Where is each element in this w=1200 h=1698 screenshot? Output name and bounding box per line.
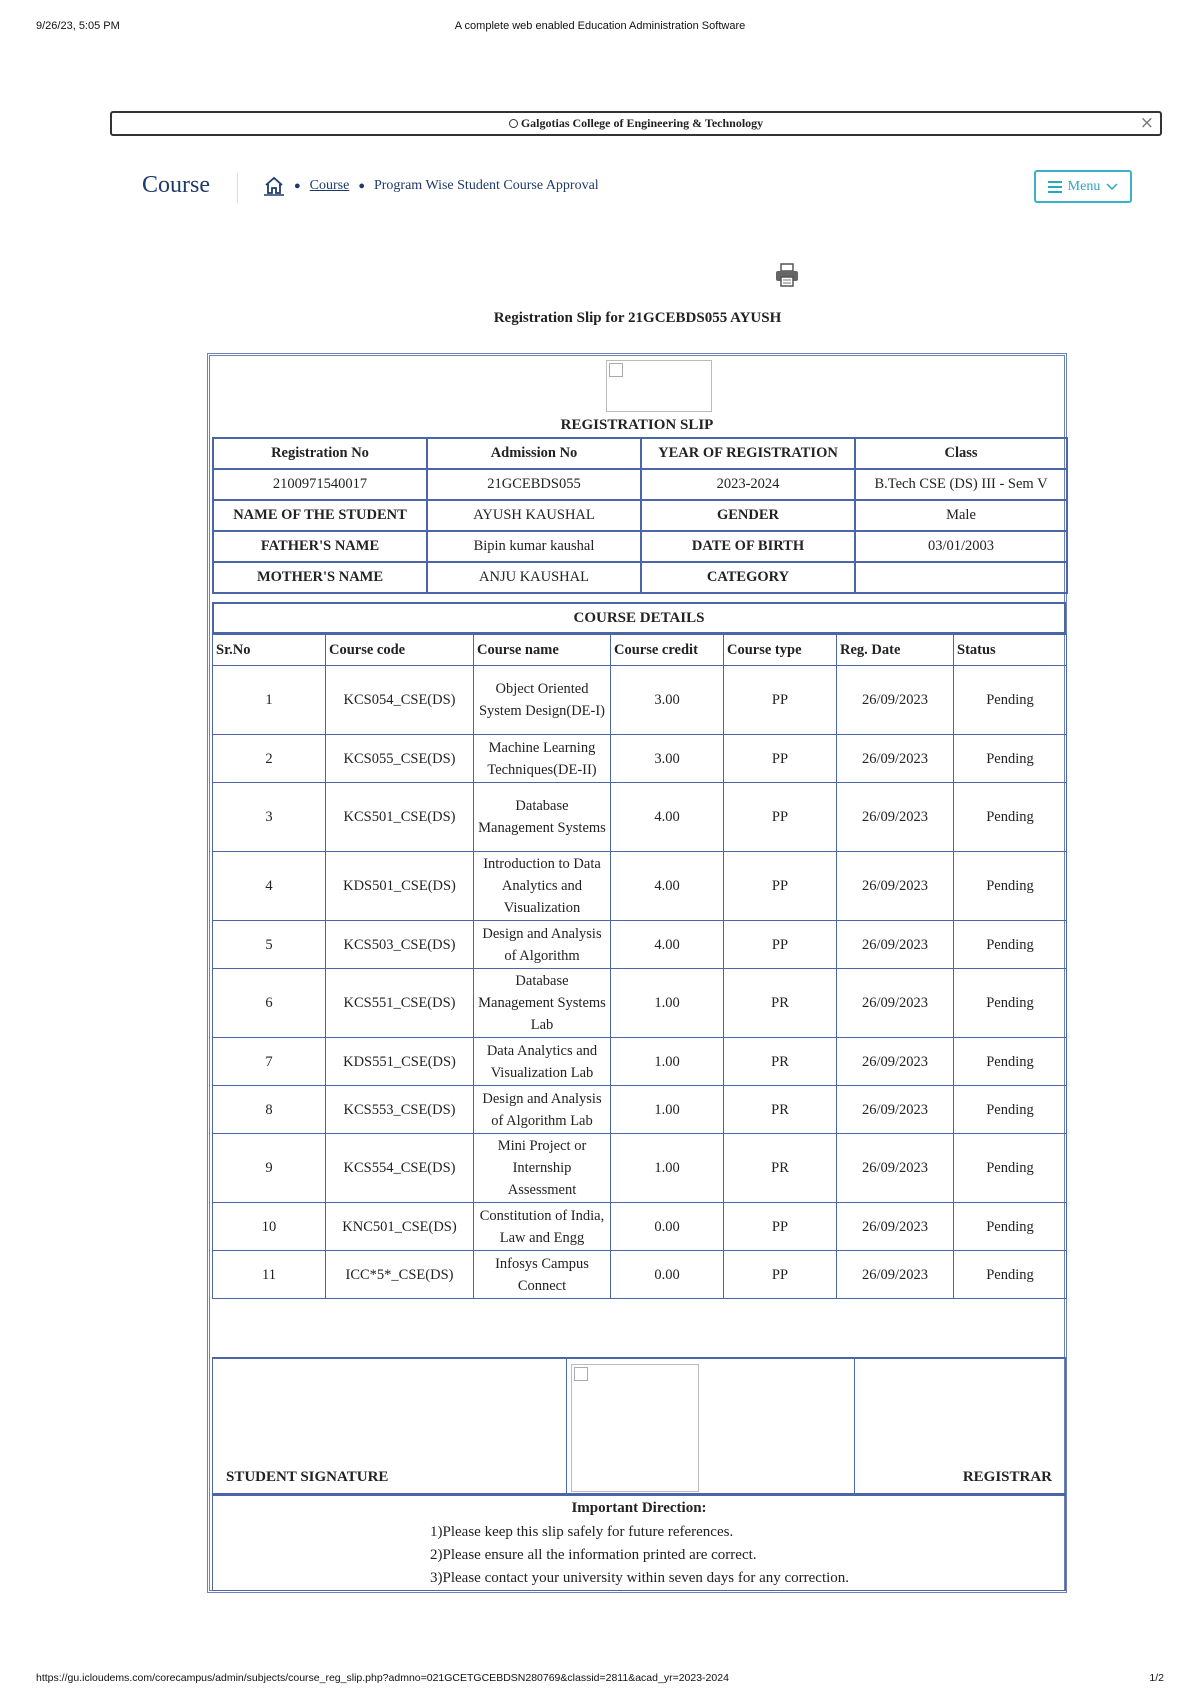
cell-course-code: KCS551_CSE(DS)	[326, 969, 474, 1038]
cell-course-credit: 4.00	[611, 852, 724, 921]
cell-course-type: PP	[724, 921, 837, 969]
table-row	[213, 1134, 1067, 1203]
table-row	[213, 1086, 1067, 1134]
table-row	[213, 500, 1067, 531]
cell-reg-date: 26/09/2023	[837, 1038, 954, 1086]
slip-heading: REGISTRATION SLIP	[560, 417, 714, 433]
menu-label: Menu	[1067, 178, 1101, 194]
broken-image-icon	[609, 363, 623, 377]
cell-sr-no: 6	[213, 969, 326, 1038]
cell-course-name: Design and Analysis of Algorithm Lab	[474, 1086, 611, 1134]
cell-course-code: KCS553_CSE(DS)	[326, 1086, 474, 1134]
close-icon[interactable]: ×	[1139, 113, 1154, 133]
cell-course-credit: 1.00	[611, 1086, 724, 1134]
page-header	[142, 168, 1132, 210]
cell-course-type: PP	[724, 666, 837, 735]
cell-sr-no: 11	[213, 1251, 326, 1299]
label-student-name: NAME OF THE STUDENT	[213, 500, 427, 531]
table-row	[213, 469, 1067, 500]
print-footer	[36, 1672, 1164, 1690]
cell-sr-no: 5	[213, 921, 326, 969]
table-row	[213, 852, 1067, 921]
table-row	[213, 921, 1067, 969]
cell-reg-date: 26/09/2023	[837, 783, 954, 852]
cell-course-name: Constitution of India, Law and Engg	[474, 1203, 611, 1251]
cell-status: Pending	[954, 921, 1067, 969]
cell-course-name: Introduction to Data Analytics and Visualization	[474, 852, 611, 921]
student-signature-label: STUDENT SIGNATURE	[226, 1469, 389, 1485]
table-row	[213, 1203, 1067, 1251]
cell-course-name: Database Management Systems Lab	[474, 969, 611, 1038]
directions-title: Important Direction:	[571, 1500, 707, 1516]
page-title: Course	[142, 172, 210, 198]
table-row	[213, 562, 1067, 593]
table-row	[213, 438, 1067, 469]
cell-course-credit: 4.00	[611, 921, 724, 969]
table-row	[213, 969, 1067, 1038]
cell-status: Pending	[954, 852, 1067, 921]
cell-sr-no: 9	[213, 1134, 326, 1203]
cell-reg-date: 26/09/2023	[837, 735, 954, 783]
cell-status: Pending	[954, 1203, 1067, 1251]
print-datetime: 9/26/23, 5:05 PM	[36, 20, 120, 32]
cell-course-code: KCS055_CSE(DS)	[326, 735, 474, 783]
cell-course-name: Mini Project or Internship Assessment	[474, 1134, 611, 1203]
cell-course-credit: 1.00	[611, 1038, 724, 1086]
cell-course-credit: 0.00	[611, 1203, 724, 1251]
value-category	[855, 562, 1067, 593]
cell-course-credit: 0.00	[611, 1251, 724, 1299]
course-table	[212, 634, 1067, 1299]
value-father-name: Bipin kumar kaushal	[427, 531, 641, 562]
print-page-number: 1/2	[1149, 1672, 1164, 1684]
value-mother-name: ANJU KAUSHAL	[427, 562, 641, 593]
course-table-body	[213, 666, 1067, 1299]
direction-item: 3)Please contact your university within seven days for any correction.	[430, 1570, 850, 1586]
cell-reg-date: 26/09/2023	[837, 666, 954, 735]
print-icon[interactable]	[774, 262, 800, 288]
cell-course-credit: 1.00	[611, 1134, 724, 1203]
label-class: Class	[855, 438, 1067, 469]
home-icon[interactable]	[263, 176, 285, 196]
cell-course-code: KCS503_CSE(DS)	[326, 921, 474, 969]
photo-cell	[566, 1359, 855, 1493]
cell-reg-date: 26/09/2023	[837, 969, 954, 1038]
cell-course-type: PP	[724, 852, 837, 921]
cell-reg-date: 26/09/2023	[837, 1134, 954, 1203]
value-class: B.Tech CSE (DS) III - Sem V	[855, 469, 1067, 500]
table-row	[213, 666, 1067, 735]
slip-title: Registration Slip for 21GCEBDS055 AYUSH	[493, 310, 782, 326]
column-header-reg-date: Reg. Date	[837, 635, 954, 666]
breadcrumb-separator: ●	[294, 180, 301, 192]
important-directions	[212, 1495, 1066, 1591]
cell-course-type: PP	[724, 1251, 837, 1299]
hamburger-icon	[1048, 181, 1062, 193]
table-row	[213, 735, 1067, 783]
cell-sr-no: 1	[213, 666, 326, 735]
print-url: https://gu.icloudems.com/corecampus/admin/subjects/course_reg_slip.php?admno=021GCETGCEBDSN280769&classid=2811&acad_yr=2023-2024	[36, 1672, 729, 1684]
cell-sr-no: 3	[213, 783, 326, 852]
cell-course-name: Object Oriented System Design(DE-I)	[474, 666, 611, 735]
value-year: 2023-2024	[641, 469, 855, 500]
registration-slip	[207, 353, 1067, 1593]
cell-course-type: PP	[724, 783, 837, 852]
label-category: CATEGORY	[641, 562, 855, 593]
direction-item: 1)Please keep this slip safely for future references.	[430, 1524, 734, 1540]
cell-course-name: Machine Learning Techniques(DE-II)	[474, 735, 611, 783]
broken-image-icon	[574, 1367, 588, 1381]
student-info-table	[212, 437, 1068, 594]
table-row	[213, 1251, 1067, 1299]
breadcrumb-current: Program Wise Student Course Approval	[373, 178, 599, 193]
cell-course-code: KCS054_CSE(DS)	[326, 666, 474, 735]
table-header-row	[213, 635, 1067, 666]
registrar-label: REGISTRAR	[962, 1469, 1052, 1485]
cell-reg-date: 26/09/2023	[837, 1086, 954, 1134]
cell-course-code: KCS554_CSE(DS)	[326, 1134, 474, 1203]
cell-course-type: PR	[724, 1134, 837, 1203]
college-logo-image	[606, 360, 712, 412]
menu-button[interactable]	[1034, 170, 1132, 203]
header-divider	[237, 173, 238, 203]
course-details-title: COURSE DETAILS	[212, 602, 1066, 634]
cell-course-type: PP	[724, 735, 837, 783]
table-row	[213, 1038, 1067, 1086]
cell-course-code: KNC501_CSE(DS)	[326, 1203, 474, 1251]
cell-course-code: KDS501_CSE(DS)	[326, 852, 474, 921]
college-name: Galgotias College of Engineering & Technology	[520, 116, 764, 130]
table-row	[213, 783, 1067, 852]
cell-reg-date: 26/09/2023	[837, 1203, 954, 1251]
cell-course-name: Data Analytics and Visualization Lab	[474, 1038, 611, 1086]
value-admission-no: 21GCEBDS055	[427, 469, 641, 500]
value-registration-no: 2100971540017	[213, 469, 427, 500]
cell-reg-date: 26/09/2023	[837, 921, 954, 969]
cell-status: Pending	[954, 735, 1067, 783]
column-header-sr-no: Sr.No	[213, 635, 326, 666]
cell-status: Pending	[954, 1134, 1067, 1203]
cell-sr-no: 4	[213, 852, 326, 921]
student-photo-image	[571, 1364, 699, 1492]
label-admission-no: Admission No	[427, 438, 641, 469]
column-header-course-credit: Course credit	[611, 635, 724, 666]
label-registration-no: Registration No	[213, 438, 427, 469]
column-header-status: Status	[954, 635, 1067, 666]
cell-course-code: KDS551_CSE(DS)	[326, 1038, 474, 1086]
cell-reg-date: 26/09/2023	[837, 852, 954, 921]
cell-sr-no: 8	[213, 1086, 326, 1134]
cell-status: Pending	[954, 1251, 1067, 1299]
breadcrumb	[263, 176, 599, 196]
cell-status: Pending	[954, 666, 1067, 735]
table-row	[213, 531, 1067, 562]
cell-course-credit: 1.00	[611, 969, 724, 1038]
cell-sr-no: 7	[213, 1038, 326, 1086]
cell-course-type: PR	[724, 969, 837, 1038]
label-dob: DATE OF BIRTH	[641, 531, 855, 562]
cell-status: Pending	[954, 783, 1067, 852]
label-mother-name: MOTHER'S NAME	[213, 562, 427, 593]
value-student-name: AYUSH KAUSHAL	[427, 500, 641, 531]
cell-course-type: PR	[724, 1038, 837, 1086]
label-year: YEAR OF REGISTRATION	[641, 438, 855, 469]
cell-course-code: KCS501_CSE(DS)	[326, 783, 474, 852]
cell-course-credit: 3.00	[611, 666, 724, 735]
cell-course-name: Design and Analysis of Algorithm	[474, 921, 611, 969]
cell-course-credit: 4.00	[611, 783, 724, 852]
print-page-title: A complete web enabled Education Administration Software	[454, 20, 746, 32]
value-dob: 03/01/2003	[855, 531, 1067, 562]
cell-sr-no: 2	[213, 735, 326, 783]
breadcrumb-separator: ●	[358, 180, 365, 192]
cell-status: Pending	[954, 1086, 1067, 1134]
direction-item: 2)Please ensure all the information printed are correct.	[430, 1547, 757, 1563]
label-gender: GENDER	[641, 500, 855, 531]
column-header-course-type: Course type	[724, 635, 837, 666]
label-father-name: FATHER'S NAME	[213, 531, 427, 562]
column-header-course-code: Course code	[326, 635, 474, 666]
cell-reg-date: 26/09/2023	[837, 1251, 954, 1299]
column-header-course-name: Course name	[474, 635, 611, 666]
directions-list	[430, 1521, 849, 1590]
circle-icon	[509, 119, 518, 128]
breadcrumb-link-course[interactable]: Course	[309, 178, 350, 193]
cell-status: Pending	[954, 969, 1067, 1038]
cell-course-type: PP	[724, 1203, 837, 1251]
cell-course-credit: 3.00	[611, 735, 724, 783]
cell-course-type: PR	[724, 1086, 837, 1134]
chevron-down-icon	[1106, 183, 1118, 191]
signature-section	[212, 1357, 1066, 1495]
college-bar	[110, 111, 1162, 136]
cell-sr-no: 10	[213, 1203, 326, 1251]
cell-course-code: ICC*5*_CSE(DS)	[326, 1251, 474, 1299]
value-gender: Male	[855, 500, 1067, 531]
cell-course-name: Infosys Campus Connect	[474, 1251, 611, 1299]
print-header	[36, 20, 1164, 38]
cell-course-name: Database Management Systems	[474, 783, 611, 852]
cell-status: Pending	[954, 1038, 1067, 1086]
